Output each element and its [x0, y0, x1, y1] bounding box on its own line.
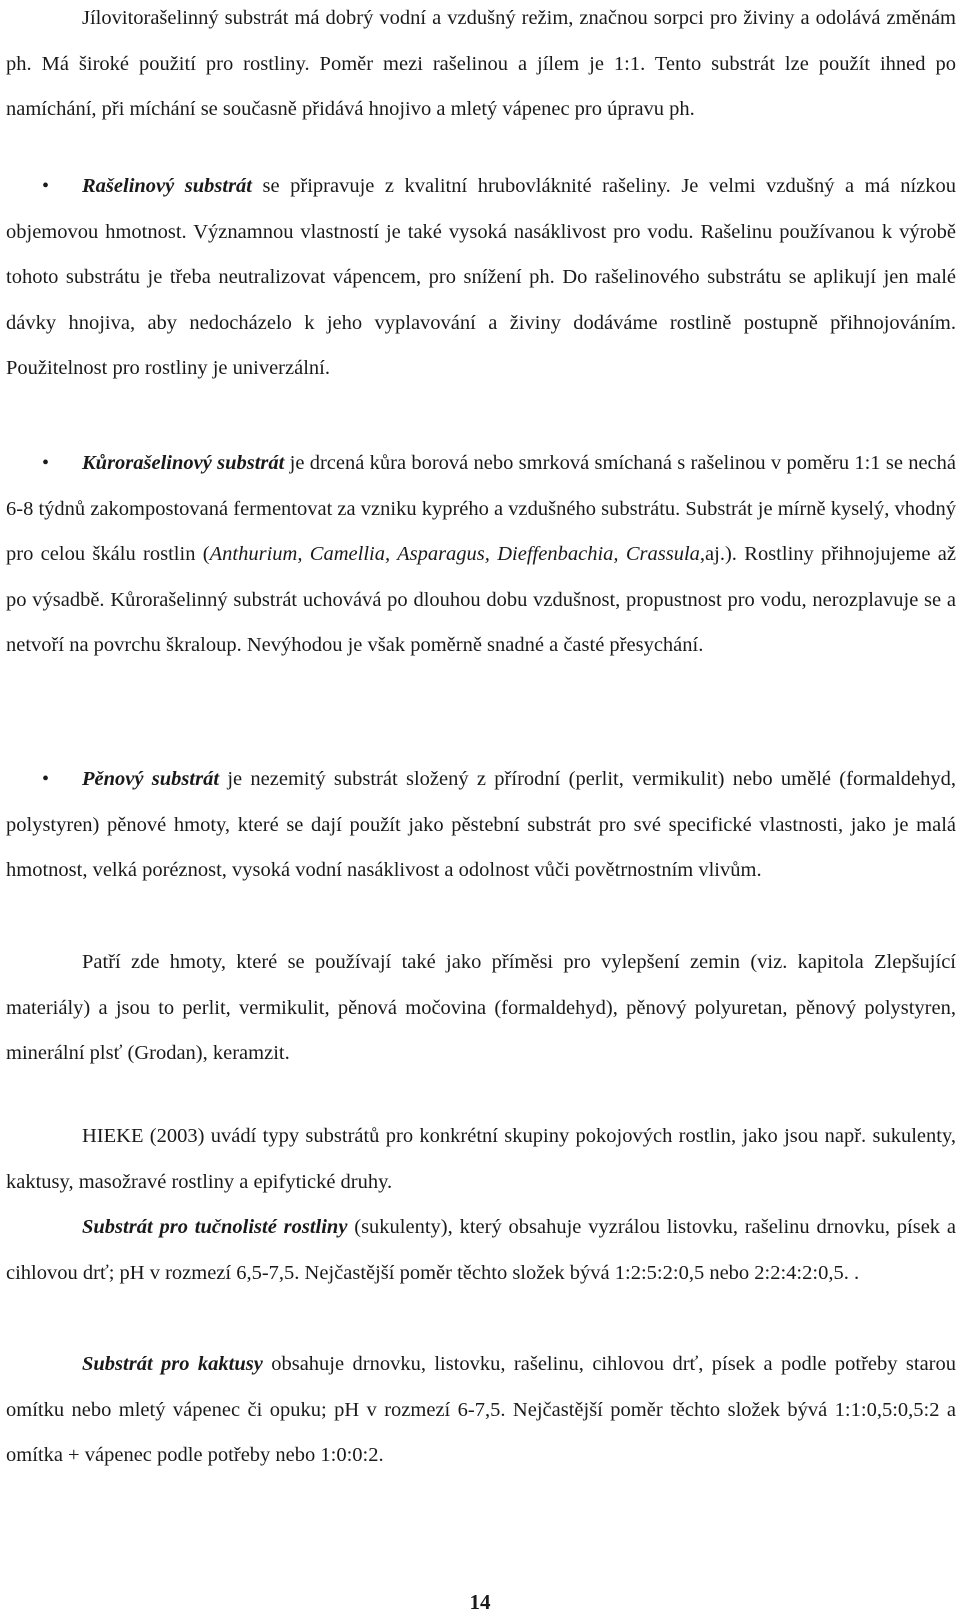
text-kurorasalinovy-substrat-1: je drcená kůra borová nebo smrková smíchaná s rašelinou v poměru 1:1 se nechá 6-8 týdnů zakompostovaná fermentovat za vzniku kyprého a vzdušného substrátu. Substrát je mírně kyselý, vhodný pro celou škálu rostlin ( — [6, 452, 956, 565]
term-penovy-substrat: Pěnový substrát — [82, 768, 220, 790]
plant-names: Anthurium, Camellia, Asparagus, Dieffenbachia, Crassula — [209, 543, 700, 565]
paragraph-raselinovy-substrat — [6, 164, 956, 392]
bullet-marker: • — [42, 452, 50, 474]
paragraph-penovy-substrat — [6, 757, 956, 894]
paragraph-patri: Patří zde hmoty, které se používají také jako příměsi pro vylepšení zemin (viz. kapitola Zlepšující materiály) a jsou to perlit, vermikulit, pěnová močovina (formaldehyd), pěnový polyuretan, pěnový polystyren, minerální plsť (Grodan), keramzit. — [6, 951, 956, 1064]
bullet-marker: • — [42, 175, 50, 197]
bullet-marker: • — [42, 768, 50, 790]
term-kaktusy: Substrát pro kaktusy — [82, 1353, 263, 1375]
paragraph-kaktusy — [6, 1342, 956, 1479]
text-penovy-substrat: je nezemitý substrát složený z přírodní (perlit, vermikulit) nebo umělé (formaldehyd, polystyren) pěnové hmoty, které se dají použít jako pěstební substrát pro své specifické vlastnosti, jako je malá hmotnost, velká poréznost, vysoká vodní nasáklivost a odolnost vůči povětrnostním vlivům. — [6, 768, 956, 881]
text-raselinovy-substrat: se připravuje z kvalitní hrubovláknité rašeliny. Je velmi vzdušný a má nízkou objemovou hmotnost. Významnou vlastností je také vysoká nasáklivost pro vodu. Rašelinu používanou k výrobě tohoto substrátu je třeba neutralizovat vápencem, pro snížení ph. Do rašelinového substrátu se aplikují jen malé dávky hnojiva, aby nedocházelo k jeho vyplavování a živiny dodáváme rostlině postupně přihnojováním. Použitelnost pro rostliny je univerzální. — [6, 175, 956, 379]
text-kurorasalinovy-substrat-2: ,aj.). Rostliny přihnojujeme až po výsadbě. Kůrorašelinný substrát uchovává po dlouhou dobu vzdušnost, propustnost pro vodu, nerozplavuje se a netvoří na povrchu škraloup. Nevýhodou je však poměrně snadné a časté přesychání. — [6, 543, 956, 656]
text-kaktusy: obsahuje drnovku, listovku, rašelinu, cihlovou drť, písek a podle potřeby starou omítku nebo mletý vápenec či opuku; pH v rozmezí 6-7,5. Nejčastější poměr těchto složek bývá 1:1:0,5:0,5:2 a omítka + vápenec podle potřeby nebo 1:0:0:2. — [6, 1353, 956, 1466]
term-kurorasalinovy-substrat: Kůrorašelinový substrát — [82, 452, 285, 474]
text-tucnoliste-rostliny: (sukulenty), který obsahuje vyzrálou listovku, rašelinu drnovku, písek a cihlovou drť; pH v rozmezí 6,5-7,5. Nejčastější poměr těchto složek bývá 1:2:5:2:0,5 nebo 2:2:4:2:0,5. . — [6, 1216, 956, 1284]
paragraph-kurorasalinovy-substrat — [6, 441, 956, 669]
term-raselinovy-substrat: Rašelinový substrát — [82, 175, 252, 197]
paragraph-intro: Jílovitorašelinný substrát má dobrý vodní a vzdušný režim, značnou sorpci pro živiny a odolává změnám ph. Má široké použití pro rostliny. Poměr mezi rašelinou a jílem je 1:1. Tento substrát lze použít ihned po namíchání, při míchání se současně přidává hnojivo a mletý vápenec pro úpravu ph. — [6, 7, 956, 120]
paragraph-tucnoliste-rostliny — [6, 1205, 956, 1296]
page-number: 14 — [469, 1590, 491, 1614]
paragraph-hieke: HIEKE (2003) uvádí typy substrátů pro konkrétní skupiny pokojových rostlin, jako jsou např. sukulenty, kaktusy, masožravé rostliny a epifytické druhy. — [6, 1125, 956, 1193]
term-tucnoliste-rostliny: Substrát pro tučnolisté rostliny — [82, 1216, 348, 1238]
